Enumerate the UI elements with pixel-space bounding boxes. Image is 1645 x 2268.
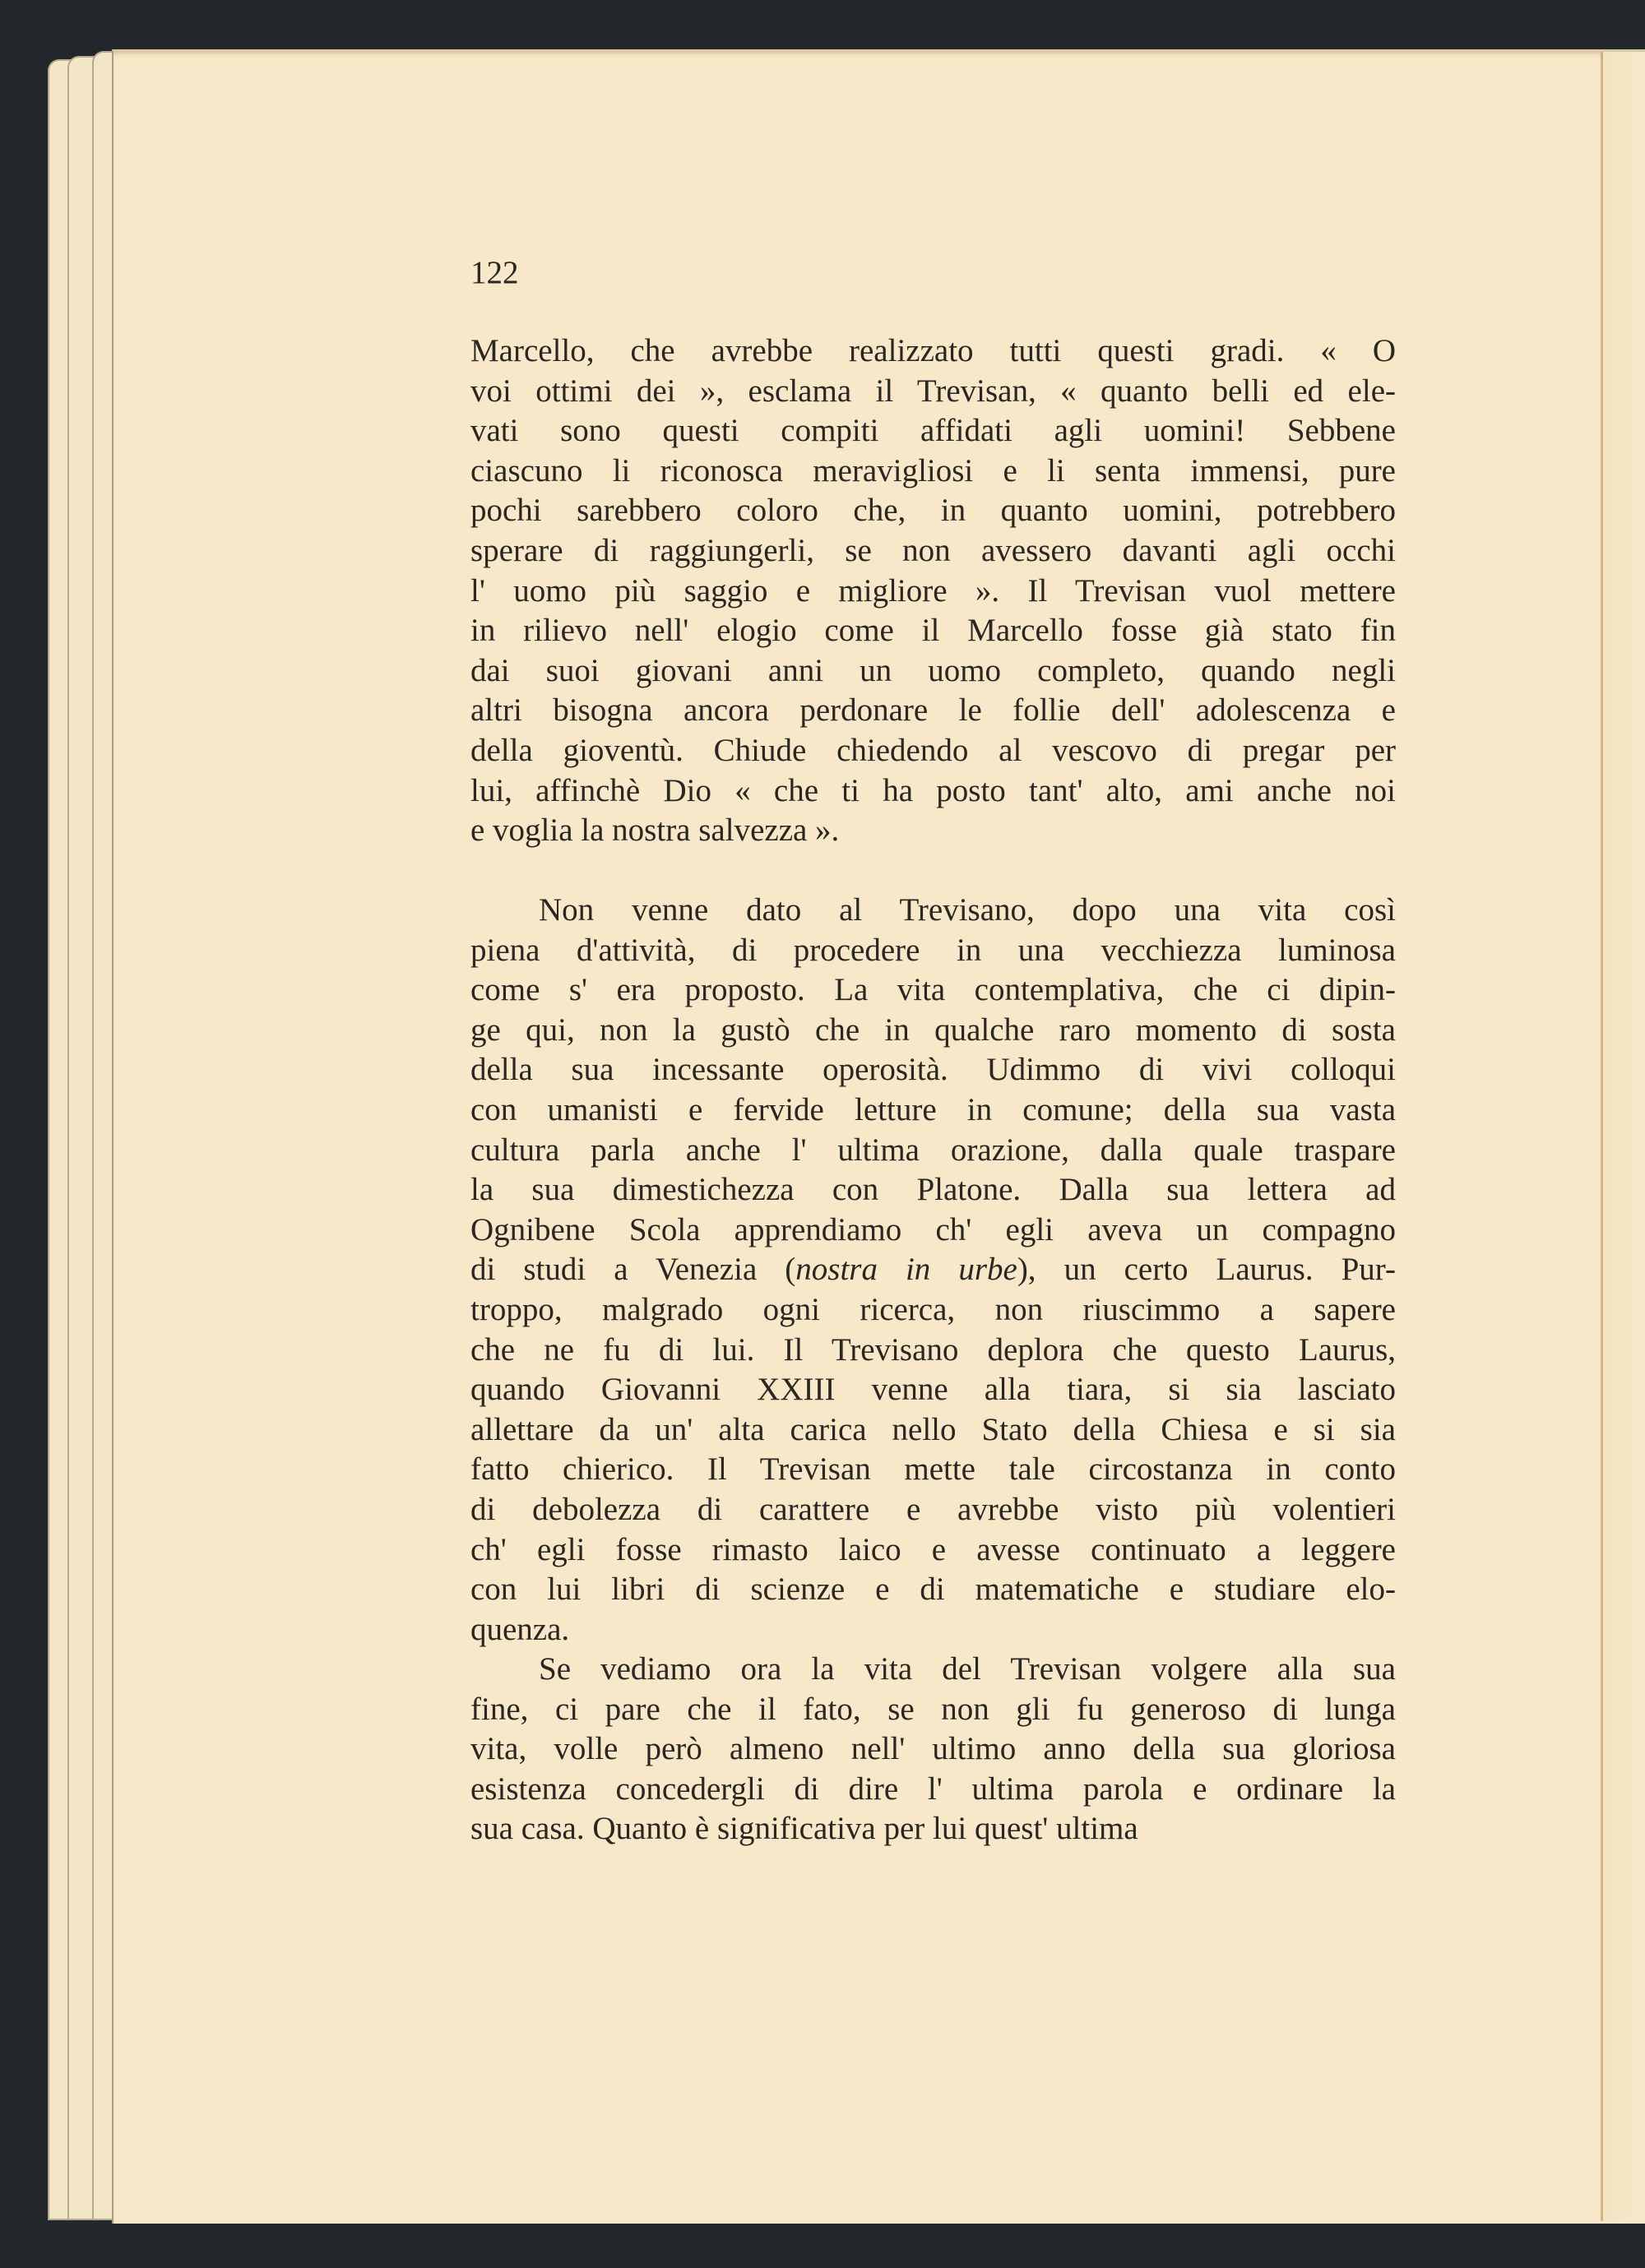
text-line: della gioventù. Chiude chiedendo al vescovo di pregar per	[470, 732, 1396, 768]
text-line: con umanisti e fervide letture in comune; della sua vasta	[470, 1091, 1396, 1127]
text-line: ciascuno li riconosca meravigliosi e li senta immensi, pure	[470, 452, 1396, 488]
text-line: che ne fu di lui. Il Trevisano deplora che questo Laurus,	[470, 1331, 1396, 1368]
text-line: sua casa. Quanto è significativa per lui quest' ultima	[470, 1811, 1138, 1847]
text-line: altri bisogna ancora perdonare le follie dell' adolescenza e	[470, 692, 1396, 729]
text-line: della sua incessante operosità. Udimmo di vivi colloqui	[470, 1052, 1396, 1088]
text-line: voi ottimi dei », esclama il Trevisan, « quanto belli ed ele-	[470, 373, 1396, 409]
text-line: l' uomo più saggio e migliore ». Il Trevisan vuol mettere	[470, 572, 1396, 609]
text-line: cultura parla anche l' ultima orazione, dalla quale traspare	[470, 1132, 1396, 1168]
text-line: vati sono questi compiti affidati agli uomini! Sebbene	[470, 413, 1396, 449]
paragraph-2	[470, 891, 1396, 1650]
text-line: ch' egli fosse rimasto laico e avesse continuato a leggere	[470, 1531, 1396, 1567]
next-page-edge	[1603, 52, 1645, 2221]
text-line: in rilievo nell' elogio come il Marcello fosse già stato fin	[470, 613, 1396, 649]
text-line: di debolezza di carattere e avrebbe visto più volentieri	[470, 1491, 1396, 1527]
text-line: quenza.	[470, 1611, 570, 1647]
text-segment: di studi a Venezia (	[470, 1252, 796, 1288]
page-fold-line	[1601, 52, 1603, 2221]
paragraph-1	[470, 331, 1396, 851]
text-line: fatto chierico. Il Trevisan mette tale circostanza in conto	[470, 1451, 1396, 1488]
text-line: Ognibene Scola apprendiamo ch' egli aveva un compagno	[470, 1211, 1396, 1247]
text-line: Marcello, che avrebbe realizzato tutti questi gradi. « O	[470, 333, 1396, 368]
paragraph-3	[470, 1650, 1396, 1849]
text-segment: ), un certo Laurus. Pur-	[1017, 1252, 1396, 1288]
text-line: con lui libri di scienze e di matematiche e studiare elo-	[470, 1571, 1396, 1608]
text-line: ge qui, non la gustò che in qualche raro momento di sosta	[470, 1011, 1396, 1048]
italic-text-segment: nostra in urbe	[795, 1252, 1017, 1288]
text-line: Non venne dato al Trevisano, dopo una vita così	[539, 892, 1396, 928]
text-line: dai suoi giovani anni un uomo completo, quando negli	[470, 652, 1396, 688]
text-line: pochi sarebbero coloro che, in quanto uomini, potrebbero	[470, 493, 1396, 529]
text-line: la sua dimestichezza con Platone. Dalla sua lettera ad	[470, 1172, 1396, 1208]
text-line: esistenza concedergli di dire l' ultima parola e ordinare la	[470, 1770, 1396, 1807]
text-line: fine, ci pare che il fato, se non gli fu generoso di lunga	[470, 1691, 1396, 1727]
text-line: come s' era proposto. La vita contemplativa, che ci dipin-	[470, 972, 1396, 1008]
text-line	[470, 1250, 1396, 1290]
text-line: piena d'attività, di procedere in una vecchiezza luminosa	[470, 932, 1396, 968]
text-line: lui, affinchè Dio « che ti ha posto tant' alto, ami anche noi	[470, 772, 1396, 808]
text-line: vita, volle però almeno nell' ultimo anno della sua gloriosa	[470, 1731, 1396, 1767]
text-line: sperare di raggiungerli, se non avessero davanti agli occhi	[470, 532, 1396, 568]
page-number: 122	[470, 255, 519, 290]
text-line: quando Giovanni XXIII venne alla tiara, si sia lasciato	[470, 1372, 1396, 1408]
text-line: allettare da un' alta carica nello Stato della Chiesa e si sia	[470, 1411, 1396, 1447]
text-line: e voglia la nostra salvezza ».	[470, 812, 840, 849]
text-line: troppo, malgrado ogni ricerca, non riuscimmo a sapere	[470, 1291, 1396, 1327]
text-line: Se vediamo ora la vita del Trevisan volgere alla sua	[539, 1651, 1396, 1687]
